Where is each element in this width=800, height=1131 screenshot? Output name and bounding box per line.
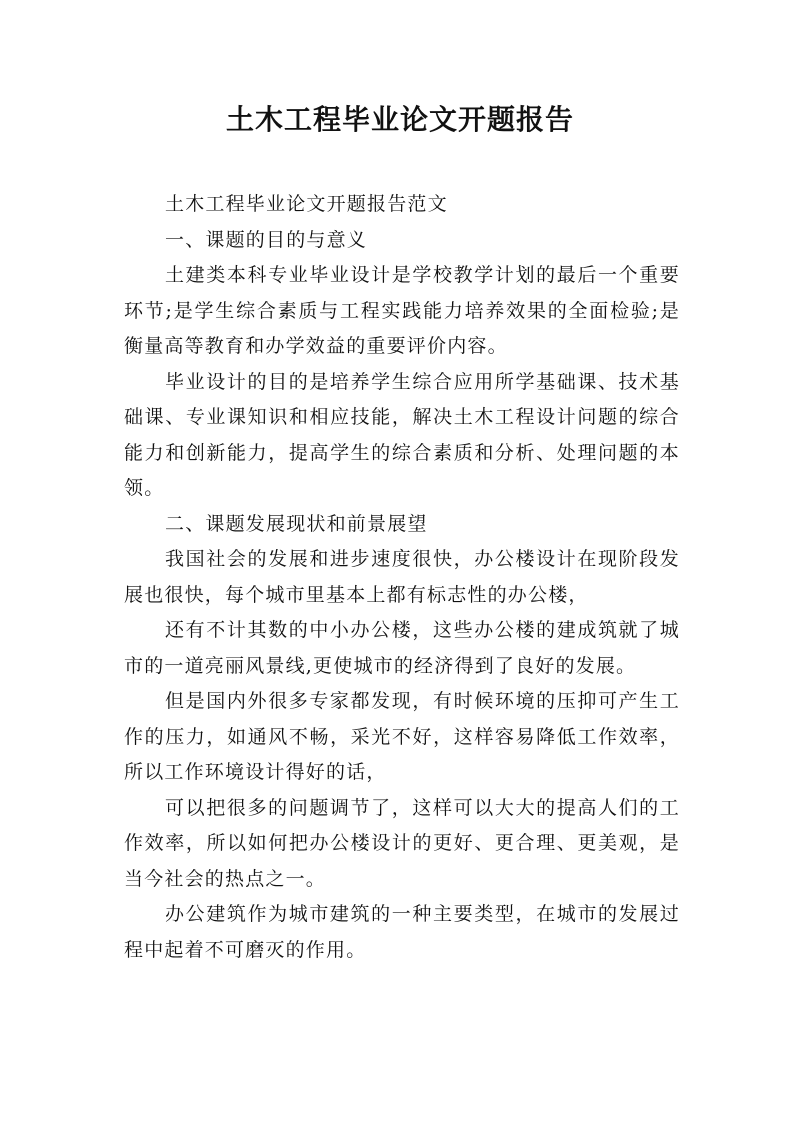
body-paragraph: 毕业设计的目的是培养学生综合应用所学基础课、技术基础课、专业课知识和相应技能，解决土木工程设计问题的综合能力和创新能力，提高学生的综合素质和分析、处理问题的本领。	[124, 370, 680, 499]
body-paragraph: 我国社会的发展和进步速度很快，办公楼设计在现阶段发展也很快，每个城市里基本上都有标志性的办公楼，	[124, 548, 680, 606]
body-paragraph: 但是国内外很多专家都发现，有时候环境的压抑可产生工作的压力，如通风不畅，采光不好，这样容易降低工作效率，所以工作环境设计得好的话，	[124, 690, 680, 783]
document-body	[124, 187, 680, 968]
body-paragraph: 土建类本科专业毕业设计是学校教学计划的最后一个重要环节;是学生综合素质与工程实践能力培养效果的全面检验;是衡量高等教育和办学效益的重要评价内容。	[124, 264, 680, 357]
section-heading: 一、课题的目的与意义	[165, 228, 368, 251]
body-paragraph: 办公建筑作为城市建筑的一种主要类型，在城市的发展过程中起着不可磨灭的作用。	[124, 903, 680, 961]
section-heading: 二、课题发展现状和前景展望	[165, 512, 428, 535]
body-paragraph: 土木工程毕业论文开题报告范文	[165, 193, 448, 215]
body-paragraph: 可以把很多的问题调节了，这样可以大大的提高人们的工作效率，所以如何把办公楼设计的更好、更合理、更美观，是当今社会的热点之一。	[124, 796, 680, 890]
document-title: 土木工程毕业论文开题报告	[225, 103, 574, 136]
body-paragraph: 还有不计其数的中小办公楼，这些办公楼的建成筑就了城市的一道亮丽风景线,更使城市的经济得到了良好的发展。	[124, 619, 680, 677]
